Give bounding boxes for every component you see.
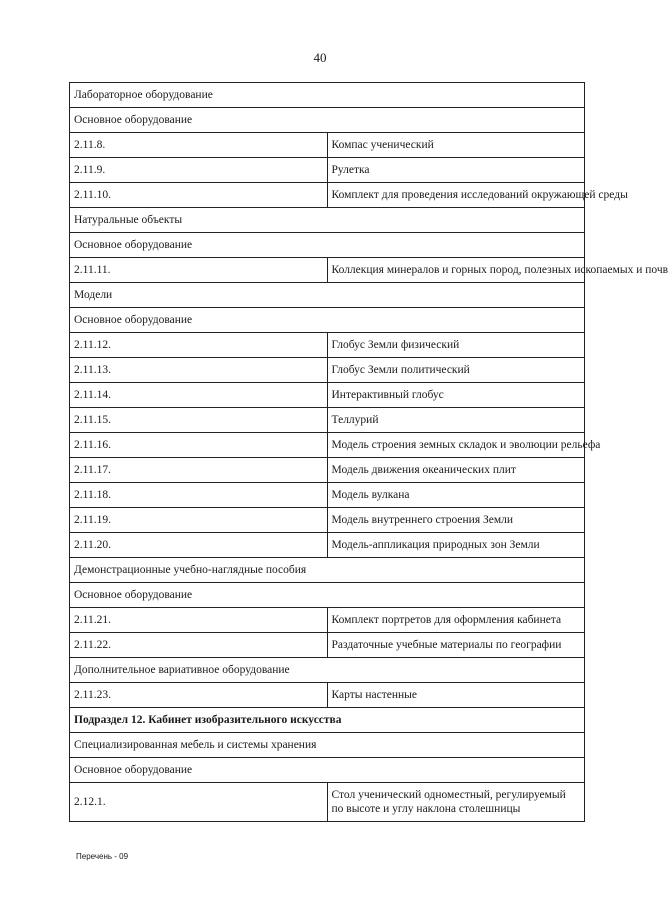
page-number: 40 [313,50,327,65]
item-number: 2.11.22. [70,633,328,658]
section-heading-row [70,708,585,733]
item-name: Интерактивный глобус [327,383,585,408]
footer-label: Перечень - 09 [76,852,129,861]
category-label: Натуральные объекты [70,208,585,233]
category-row [70,583,585,608]
item-number: 2.11.8. [70,133,328,158]
equipment-table [69,82,668,822]
table-row [70,608,585,633]
category-label: Основное оборудование [70,583,585,608]
category-label: Лабораторное оборудование [70,83,585,108]
table-row [70,458,585,483]
category-label: Основное оборудование [70,308,585,333]
table-row [70,633,585,658]
item-number: 2.11.11. [70,258,328,283]
table-row [70,783,585,822]
item-name: Комплект портретов для оформления кабинета [327,608,585,633]
category-label: Демонстрационные учебно-наглядные пособия [70,558,585,583]
table-row [70,358,585,383]
category-row [70,83,585,108]
table-row [70,408,585,433]
item-name: Модель строения земных складок и эволюции рельефа [327,433,585,458]
equipment-table-body [70,83,668,822]
item-number: 2.11.17. [70,458,328,483]
item-number: 2.11.19. [70,508,328,533]
item-number: 2.12.1. [70,783,328,822]
item-name: Рулетка [327,158,585,183]
table-row [70,183,585,208]
item-number: 2.11.21. [70,608,328,633]
category-row [70,308,585,333]
table-row [70,383,585,408]
item-name: Коллекция минералов и горных пород, полезных ископаемых и почв [327,258,585,283]
category-label: Основное оборудование [70,758,585,783]
item-name: Карты настенные [327,683,585,708]
item-number: 2.11.14. [70,383,328,408]
category-row [70,283,585,308]
section-heading: Подраздел 12. Кабинет изобразительного искусства [70,708,585,733]
category-label: Специализированная мебель и системы хранения [70,733,585,758]
item-number: 2.11.9. [70,158,328,183]
item-number: 2.11.20. [70,533,328,558]
table-row [70,133,585,158]
table-row [70,333,585,358]
item-name: Модель вулкана [327,483,585,508]
category-row [70,733,585,758]
category-label: Основное оборудование [70,233,585,258]
item-number: 2.11.16. [70,433,328,458]
category-row [70,233,585,258]
item-number: 2.11.10. [70,183,328,208]
item-number: 2.11.13. [70,358,328,383]
item-number: 2.11.15. [70,408,328,433]
item-name: Стол ученический одноместный, регулируемый по высоте и углу наклона столешницы [327,783,585,822]
item-name: Комплект для проведения исследований окружающей среды [327,183,585,208]
item-name: Модель движения океанических плит [327,458,585,483]
category-label: Дополнительное вариативное оборудование [70,658,585,683]
category-row [70,108,585,133]
table-row [70,258,585,283]
item-name: Раздаточные учебные материалы по географии [327,633,585,658]
item-number: 2.11.12. [70,333,328,358]
category-label: Модели [70,283,585,308]
item-number: 2.11.18. [70,483,328,508]
item-name: Модель внутреннего строения Земли [327,508,585,533]
item-name: Глобус Земли физический [327,333,585,358]
item-number: 2.11.23. [70,683,328,708]
category-label: Основное оборудование [70,108,585,133]
table-row [70,683,585,708]
category-row [70,758,585,783]
table-row [70,533,585,558]
table-row [70,433,585,458]
category-row [70,558,585,583]
table-row [70,508,585,533]
category-row [70,208,585,233]
item-name: Компас ученический [327,133,585,158]
item-name: Теллурий [327,408,585,433]
item-name: Глобус Земли политический [327,358,585,383]
table-row [70,483,585,508]
category-row [70,658,585,683]
table-row [70,158,585,183]
item-name: Модель-аппликация природных зон Земли [327,533,585,558]
